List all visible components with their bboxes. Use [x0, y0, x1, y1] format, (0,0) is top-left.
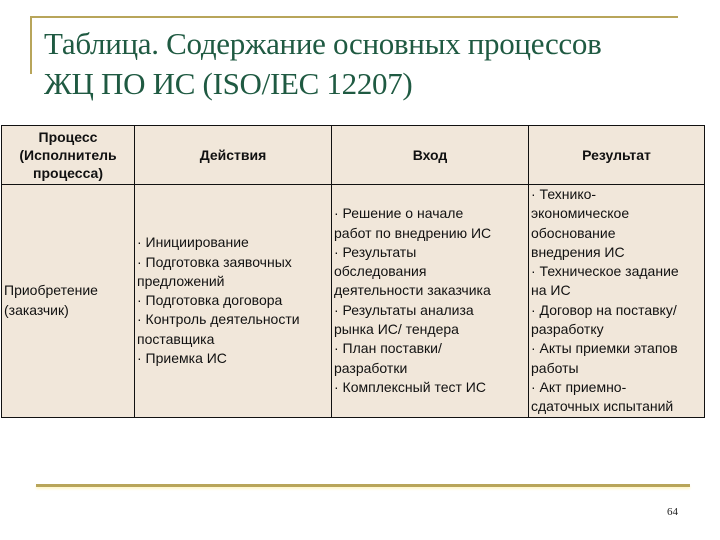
- cell-line: · Технико-: [531, 186, 597, 202]
- slide-title-line-2: ЖЦ ПО ИС (ISO/IEC 12207): [44, 66, 413, 101]
- header-result: Результат: [529, 126, 705, 185]
- cell-process: [2, 185, 135, 418]
- cell-line: рынка ИС/ тендера: [334, 321, 459, 338]
- cell-line: · Результаты: [334, 243, 417, 260]
- table-row: [2, 185, 705, 418]
- cell-line: сдаточных испытаний: [531, 398, 674, 415]
- cell-line: внедрения ИС: [531, 243, 625, 260]
- cell-line: работы: [531, 359, 579, 376]
- cell-line: предложений: [137, 272, 225, 289]
- cell-result: [529, 185, 705, 418]
- cell-line: (заказчик): [4, 301, 69, 318]
- cell-line: · Результаты анализа: [334, 301, 474, 318]
- cell-line: · Техническое задание: [531, 263, 679, 280]
- cell-line: Приобретение: [4, 282, 98, 299]
- process-table: [1, 125, 705, 418]
- cell-line: · Решение о начале: [334, 205, 464, 222]
- cell-line: · Контроль деятельности: [137, 311, 300, 328]
- header-process-line: Процесс: [38, 129, 98, 145]
- slide-title-line-1: Таблица. Содержание основных процессов: [44, 26, 602, 61]
- cell-line: · Договор на поставку/: [531, 301, 677, 318]
- header-actions: Действия: [135, 126, 332, 185]
- cell-line: · Акт приемно-: [531, 378, 627, 395]
- table-header-row: [2, 126, 705, 185]
- cell-line: · Комплексный тест ИС: [334, 378, 486, 395]
- cell-line: · Подготовка заявочных: [137, 253, 292, 270]
- page-number: 64: [667, 506, 678, 518]
- cell-input: [332, 185, 529, 418]
- cell-line: обоснование: [531, 224, 616, 241]
- cell-line: · План поставки/: [334, 340, 442, 357]
- cell-line: · Подготовка договора: [137, 292, 283, 309]
- cell-line: на ИС: [531, 282, 571, 299]
- cell-line: работ по внедрению ИС: [334, 224, 492, 241]
- header-process-line: процесса): [33, 165, 103, 181]
- cell-line: · Инициирование: [137, 234, 249, 251]
- header-input: Вход: [332, 126, 529, 185]
- header-process-line: (Исполнитель: [19, 147, 117, 163]
- header-process: [2, 126, 135, 185]
- cell-line: разработки: [334, 359, 408, 376]
- cell-line: деятельности заказчика: [334, 282, 491, 299]
- footer-divider-line: [36, 484, 690, 487]
- cell-line: · Акты приемки этапов: [531, 340, 678, 357]
- slide-title: [44, 24, 694, 104]
- title-frame-left-line: [30, 16, 32, 74]
- cell-actions: [135, 185, 332, 418]
- cell-line: разработку: [531, 321, 604, 338]
- cell-line: обследования: [334, 263, 427, 280]
- cell-line: экономическое: [531, 205, 630, 222]
- cell-line: · Приемка ИС: [137, 350, 227, 367]
- title-frame-top-line: [30, 16, 678, 18]
- cell-line: поставщика: [137, 330, 215, 347]
